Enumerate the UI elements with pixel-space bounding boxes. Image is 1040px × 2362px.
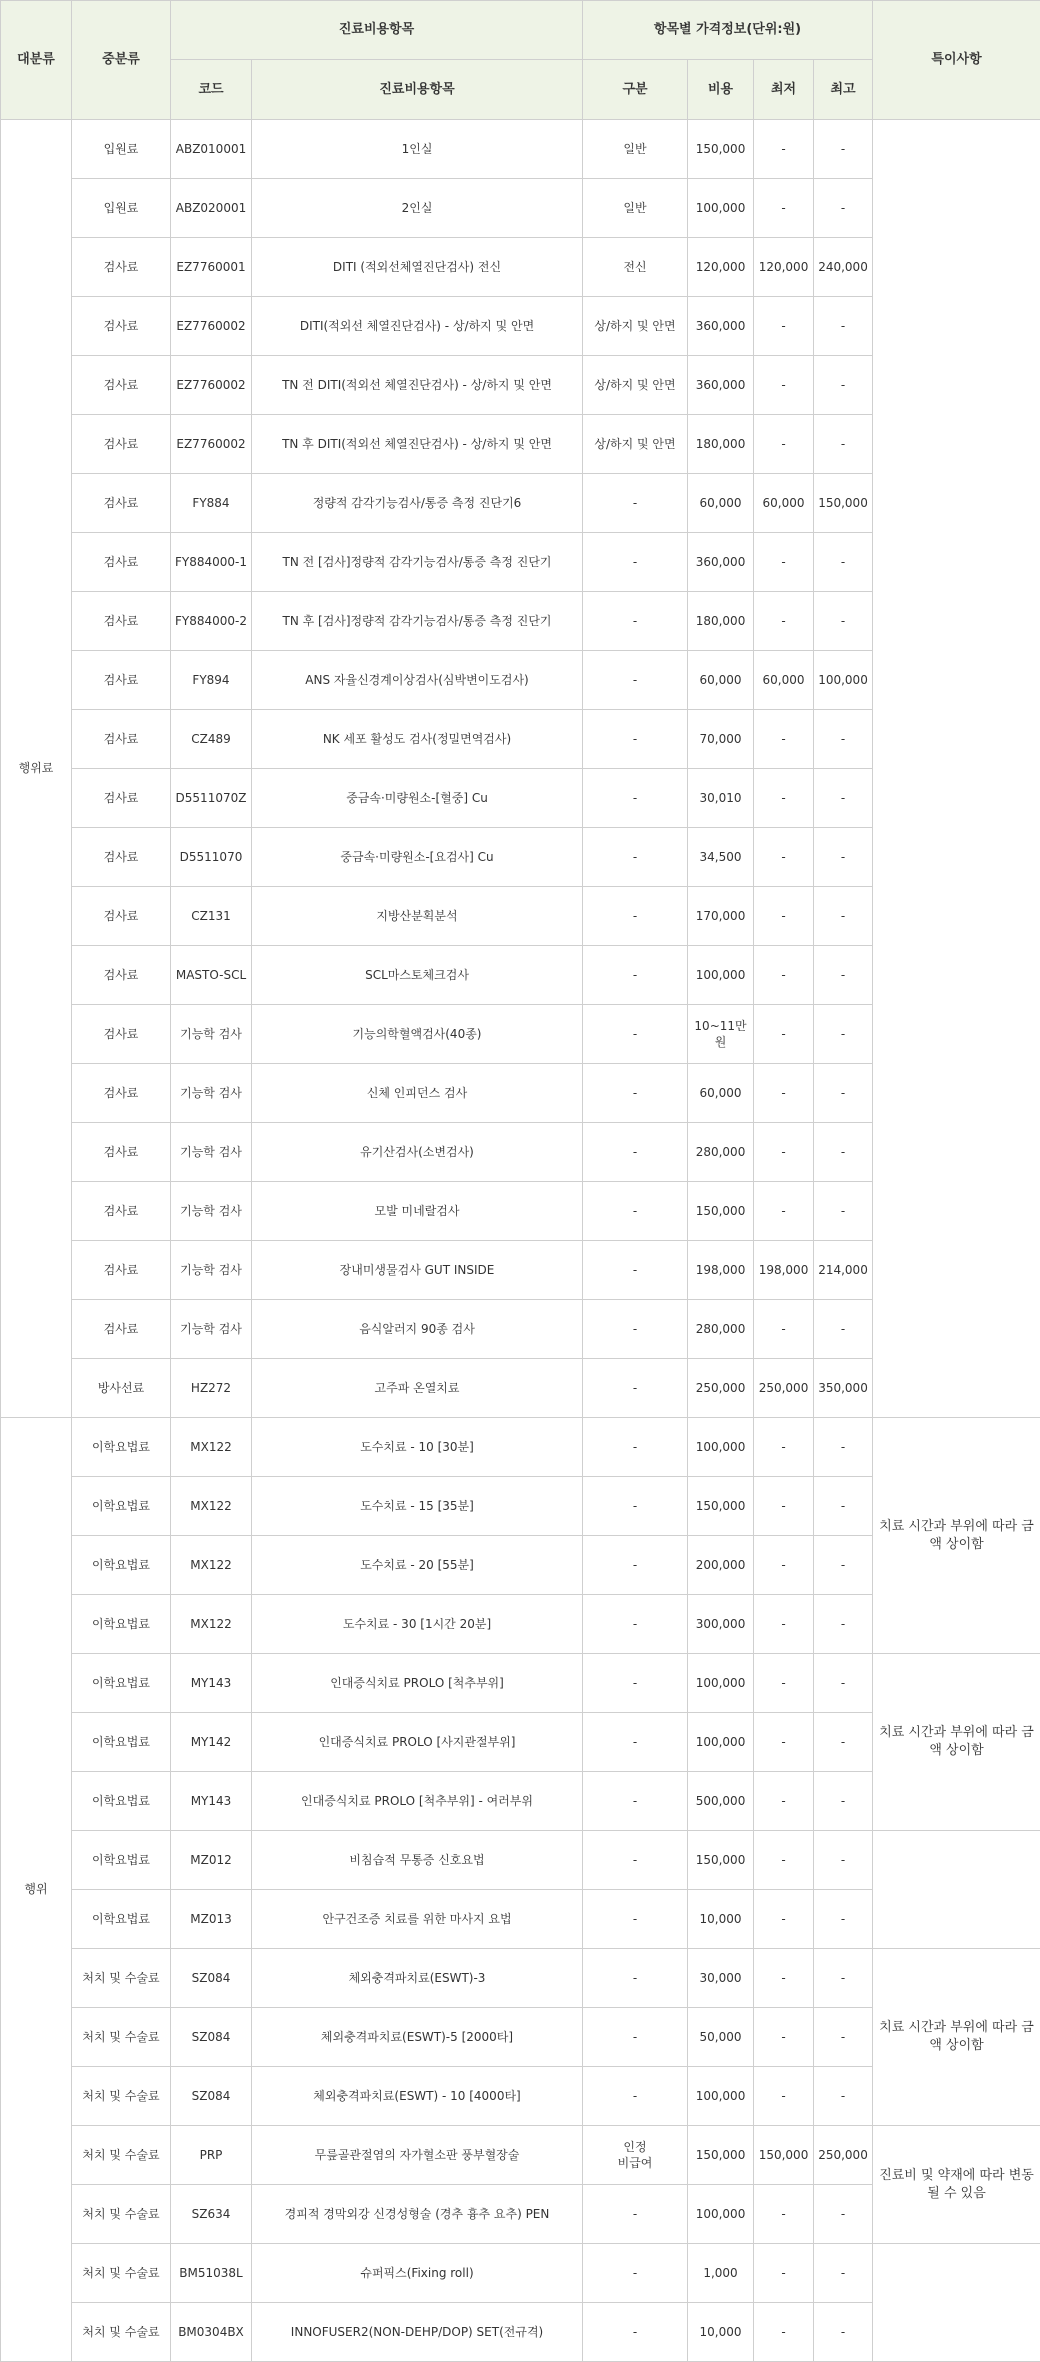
min-cell: - <box>754 533 814 592</box>
fee-item-cell: 비침습적 무통증 신호요법 <box>252 1831 583 1890</box>
cost-cell: 100,000 <box>688 2185 754 2244</box>
middle-category-cell: 검사료 <box>72 1241 171 1300</box>
cost-cell: 60,000 <box>688 474 754 533</box>
category-cell: - <box>583 474 688 533</box>
remarks-note-cell: 치료 시간과 부위에 따라 금액 상이함 <box>873 1418 1040 1654</box>
middle-category-cell: 검사료 <box>72 1300 171 1359</box>
min-cell: - <box>754 2244 814 2303</box>
cost-cell: 10,000 <box>688 1890 754 1949</box>
fee-item-cell: 슈퍼픽스(Fixing roll) <box>252 2244 583 2303</box>
max-cell: - <box>814 2185 873 2244</box>
middle-category-cell: 방사선료 <box>72 1359 171 1418</box>
max-cell: - <box>814 1123 873 1182</box>
code-cell: SZ084 <box>171 2067 252 2126</box>
fee-item-cell: TN 후 DITI(적외선 체열진단검사) - 상/하지 및 안면 <box>252 415 583 474</box>
category-cell: - <box>583 1477 688 1536</box>
code-cell: BM0304BX <box>171 2303 252 2362</box>
cost-cell: 60,000 <box>688 651 754 710</box>
fee-item-cell: 도수치료 - 30 [1시간 20분] <box>252 1595 583 1654</box>
cost-cell: 120,000 <box>688 238 754 297</box>
cost-cell: 60,000 <box>688 1064 754 1123</box>
category-cell: 일반 <box>583 120 688 179</box>
code-cell: ABZ020001 <box>171 179 252 238</box>
cost-cell: 150,000 <box>688 120 754 179</box>
cost-cell: 10~11만원 <box>688 1005 754 1064</box>
max-cell: - <box>814 2067 873 2126</box>
code-cell: MX122 <box>171 1477 252 1536</box>
code-cell: MY142 <box>171 1713 252 1772</box>
min-cell: - <box>754 2303 814 2362</box>
header-remarks: 특이사항 <box>873 1 1040 120</box>
min-cell: - <box>754 1595 814 1654</box>
cost-cell: 300,000 <box>688 1595 754 1654</box>
cost-cell: 100,000 <box>688 1654 754 1713</box>
code-cell: SZ634 <box>171 2185 252 2244</box>
fee-item-cell: 음식알러지 90종 검사 <box>252 1300 583 1359</box>
cost-cell: 100,000 <box>688 179 754 238</box>
max-cell: - <box>814 2008 873 2067</box>
category-cell: 전신 <box>583 238 688 297</box>
category-cell: - <box>583 1713 688 1772</box>
max-cell: - <box>814 1654 873 1713</box>
min-cell: 60,000 <box>754 474 814 533</box>
min-cell: - <box>754 356 814 415</box>
min-cell: - <box>754 1005 814 1064</box>
code-cell: MX122 <box>171 1418 252 1477</box>
cost-cell: 180,000 <box>688 592 754 651</box>
category-cell: 인정 비급여 <box>583 2126 688 2185</box>
cost-cell: 100,000 <box>688 1418 754 1477</box>
code-cell: D5511070 <box>171 828 252 887</box>
min-cell: - <box>754 2008 814 2067</box>
table-row <box>1 1949 1040 2008</box>
min-cell: - <box>754 1536 814 1595</box>
fee-item-cell: ANS 자율신경계이상검사(심박변이도검사) <box>252 651 583 710</box>
max-cell: 214,000 <box>814 1241 873 1300</box>
fee-item-cell: 유기산검사(소변검사) <box>252 1123 583 1182</box>
code-cell: MY143 <box>171 1654 252 1713</box>
code-cell: 기능학 검사 <box>171 1064 252 1123</box>
fee-item-cell: DITI (적외선체열진단검사) 전신 <box>252 238 583 297</box>
max-cell: - <box>814 1477 873 1536</box>
min-cell: - <box>754 592 814 651</box>
min-cell: - <box>754 1182 814 1241</box>
cost-cell: 150,000 <box>688 1182 754 1241</box>
min-cell: - <box>754 1890 814 1949</box>
min-cell: - <box>754 297 814 356</box>
max-cell: - <box>814 1772 873 1831</box>
code-cell: MY143 <box>171 1772 252 1831</box>
middle-category-cell: 검사료 <box>72 710 171 769</box>
max-cell: - <box>814 1536 873 1595</box>
table-row <box>1 2244 1040 2303</box>
cost-cell: 30,000 <box>688 1949 754 2008</box>
category-cell: 일반 <box>583 179 688 238</box>
table-row <box>1 1831 1040 1890</box>
category-cell: - <box>583 651 688 710</box>
fee-item-cell: 경피적 경막외강 신경성형술 (경추 흉추 요추) PEN <box>252 2185 583 2244</box>
middle-category-cell: 검사료 <box>72 356 171 415</box>
max-cell: - <box>814 120 873 179</box>
code-cell: FY884 <box>171 474 252 533</box>
code-cell: D5511070Z <box>171 769 252 828</box>
header-category: 구분 <box>583 60 688 120</box>
category-cell: - <box>583 1831 688 1890</box>
code-cell: 기능학 검사 <box>171 1300 252 1359</box>
fee-item-cell: TN 전 DITI(적외선 체열진단검사) - 상/하지 및 안면 <box>252 356 583 415</box>
middle-category-cell: 처치 및 수술료 <box>72 2244 171 2303</box>
max-cell: 250,000 <box>814 2126 873 2185</box>
cost-cell: 100,000 <box>688 2067 754 2126</box>
middle-category-cell: 검사료 <box>72 474 171 533</box>
cost-cell: 200,000 <box>688 1536 754 1595</box>
category-cell: - <box>583 710 688 769</box>
fee-item-cell: 도수치료 - 20 [55분] <box>252 1536 583 1595</box>
max-cell: - <box>814 1890 873 1949</box>
middle-category-cell: 처치 및 수술료 <box>72 2067 171 2126</box>
category-cell: - <box>583 1772 688 1831</box>
code-cell: 기능학 검사 <box>171 1123 252 1182</box>
code-cell: PRP <box>171 2126 252 2185</box>
cost-cell: 150,000 <box>688 1831 754 1890</box>
fee-item-cell: INNOFUSER2(NON-DEHP/DOP) SET(전규격) <box>252 2303 583 2362</box>
middle-category-cell: 검사료 <box>72 1005 171 1064</box>
code-cell: EZ7760001 <box>171 238 252 297</box>
code-cell: EZ7760002 <box>171 356 252 415</box>
fee-item-cell: 2인실 <box>252 179 583 238</box>
cost-cell: 150,000 <box>688 1477 754 1536</box>
middle-category-cell: 검사료 <box>72 769 171 828</box>
category-cell: - <box>583 533 688 592</box>
middle-category-cell: 검사료 <box>72 946 171 1005</box>
remarks-note-cell: 치료 시간과 부위에 따라 금액 상이함 <box>873 1949 1040 2126</box>
fee-item-cell: 인대증식치료 PROLO [척추부위] - 여러부위 <box>252 1772 583 1831</box>
code-cell: MX122 <box>171 1595 252 1654</box>
max-cell: - <box>814 356 873 415</box>
max-cell: - <box>814 179 873 238</box>
middle-category-cell: 이학요법료 <box>72 1536 171 1595</box>
cost-cell: 280,000 <box>688 1300 754 1359</box>
middle-category-cell: 검사료 <box>72 592 171 651</box>
code-cell: MZ012 <box>171 1831 252 1890</box>
min-cell: 250,000 <box>754 1359 814 1418</box>
fee-item-cell: 장내미생물검사 GUT INSIDE <box>252 1241 583 1300</box>
fee-item-cell: 무릎골관절염의 자가혈소판 풍부혈장술 <box>252 2126 583 2185</box>
min-cell: - <box>754 1949 814 2008</box>
code-cell: MASTO-SCL <box>171 946 252 1005</box>
category-cell: - <box>583 2303 688 2362</box>
cost-cell: 250,000 <box>688 1359 754 1418</box>
middle-category-cell: 이학요법료 <box>72 1713 171 1772</box>
cost-cell: 280,000 <box>688 1123 754 1182</box>
header-cost: 비용 <box>688 60 754 120</box>
fee-item-cell: 인대증식치료 PROLO [척추부위] <box>252 1654 583 1713</box>
fee-item-cell: 중금속·미량원소-[요검사] Cu <box>252 828 583 887</box>
code-cell: 기능학 검사 <box>171 1241 252 1300</box>
category-cell: - <box>583 946 688 1005</box>
remarks-empty-cell <box>873 1831 1040 1949</box>
cost-cell: 500,000 <box>688 1772 754 1831</box>
max-cell: - <box>814 297 873 356</box>
category-cell: - <box>583 2008 688 2067</box>
max-cell: - <box>814 2244 873 2303</box>
category-cell: - <box>583 1595 688 1654</box>
min-cell: - <box>754 710 814 769</box>
max-cell: - <box>814 1064 873 1123</box>
category-cell: - <box>583 1359 688 1418</box>
cost-cell: 360,000 <box>688 356 754 415</box>
middle-category-cell: 처치 및 수술료 <box>72 2008 171 2067</box>
max-cell: 240,000 <box>814 238 873 297</box>
max-cell: - <box>814 1713 873 1772</box>
fee-item-cell: 지방산분획분석 <box>252 887 583 946</box>
fee-item-cell: 정량적 감각기능검사/통증 측정 진단기6 <box>252 474 583 533</box>
code-cell: CZ131 <box>171 887 252 946</box>
code-cell: EZ7760002 <box>171 297 252 356</box>
code-cell: 기능학 검사 <box>171 1182 252 1241</box>
min-cell: 120,000 <box>754 238 814 297</box>
middle-category-cell: 검사료 <box>72 651 171 710</box>
header-code: 코드 <box>171 60 252 120</box>
middle-category-cell: 검사료 <box>72 297 171 356</box>
category-cell: - <box>583 1064 688 1123</box>
middle-category-cell: 검사료 <box>72 238 171 297</box>
middle-category-cell: 처치 및 수술료 <box>72 1949 171 2008</box>
category-cell: 상/하지 및 안면 <box>583 297 688 356</box>
fee-item-cell: TN 전 [검사]정량적 감각기능검사/통증 측정 진단기 <box>252 533 583 592</box>
min-cell: - <box>754 1713 814 1772</box>
min-cell: - <box>754 828 814 887</box>
cost-cell: 34,500 <box>688 828 754 887</box>
category-cell: - <box>583 828 688 887</box>
cost-cell: 1,000 <box>688 2244 754 2303</box>
max-cell: - <box>814 2303 873 2362</box>
category-cell: - <box>583 1005 688 1064</box>
fee-item-cell: 체외충격파치료(ESWT)-3 <box>252 1949 583 2008</box>
table-row <box>1 2126 1040 2185</box>
min-cell: - <box>754 1064 814 1123</box>
fee-item-cell: 모발 미네랄검사 <box>252 1182 583 1241</box>
remarks-note-cell: 치료 시간과 부위에 따라 금액 상이함 <box>873 1654 1040 1831</box>
middle-category-cell: 검사료 <box>72 828 171 887</box>
max-cell: - <box>814 1300 873 1359</box>
fee-item-cell: 체외충격파치료(ESWT)-5 [2000타] <box>252 2008 583 2067</box>
fee-item-cell: DITI(적외선 체열진단검사) - 상/하지 및 안면 <box>252 297 583 356</box>
table-row <box>1 1654 1040 1713</box>
cost-cell: 180,000 <box>688 415 754 474</box>
group-label-cell: 행위 <box>1 1418 72 2362</box>
category-cell: - <box>583 1123 688 1182</box>
category-cell: - <box>583 592 688 651</box>
cost-cell: 170,000 <box>688 887 754 946</box>
min-cell: 60,000 <box>754 651 814 710</box>
code-cell: SZ084 <box>171 2008 252 2067</box>
table-row <box>1 1418 1040 1477</box>
table-row <box>1 120 1040 179</box>
code-cell: FY884000-2 <box>171 592 252 651</box>
fee-item-cell: 도수치료 - 15 [35분] <box>252 1477 583 1536</box>
middle-category-cell: 이학요법료 <box>72 1595 171 1654</box>
middle-category-cell: 입원료 <box>72 120 171 179</box>
fee-item-cell: 안구건조증 치료를 위한 마사지 요법 <box>252 1890 583 1949</box>
middle-category-cell: 이학요법료 <box>72 1831 171 1890</box>
fee-item-cell: 중금속·미량원소-[혈중] Cu <box>252 769 583 828</box>
max-cell: - <box>814 533 873 592</box>
min-cell: 150,000 <box>754 2126 814 2185</box>
fee-item-cell: 인대증식치료 PROLO [사지관절부위] <box>252 1713 583 1772</box>
cost-cell: 360,000 <box>688 297 754 356</box>
middle-category-cell: 이학요법료 <box>72 1477 171 1536</box>
cost-cell: 100,000 <box>688 946 754 1005</box>
min-cell: - <box>754 1772 814 1831</box>
middle-category-cell: 처치 및 수술료 <box>72 2126 171 2185</box>
header-min: 최저 <box>754 60 814 120</box>
min-cell: - <box>754 2185 814 2244</box>
category-cell: - <box>583 1536 688 1595</box>
header-fee-item: 진료비용항목 <box>252 60 583 120</box>
category-cell: - <box>583 1241 688 1300</box>
group-label-cell: 행위료 <box>1 120 72 1418</box>
max-cell: - <box>814 592 873 651</box>
cost-cell: 10,000 <box>688 2303 754 2362</box>
max-cell: - <box>814 1831 873 1890</box>
min-cell: - <box>754 179 814 238</box>
max-cell: - <box>814 887 873 946</box>
min-cell: - <box>754 887 814 946</box>
category-cell: - <box>583 769 688 828</box>
cost-cell: 30,010 <box>688 769 754 828</box>
category-cell: - <box>583 887 688 946</box>
category-cell: - <box>583 2185 688 2244</box>
max-cell: - <box>814 769 873 828</box>
middle-category-cell: 검사료 <box>72 415 171 474</box>
min-cell: - <box>754 769 814 828</box>
middle-category-cell: 검사료 <box>72 887 171 946</box>
category-cell: - <box>583 2244 688 2303</box>
code-cell: SZ084 <box>171 1949 252 2008</box>
cost-cell: 360,000 <box>688 533 754 592</box>
fee-item-cell: 신체 인피던스 검사 <box>252 1064 583 1123</box>
header-fee-item-group: 진료비용항목 <box>171 1 583 60</box>
remarks-empty-cell <box>873 120 1040 1418</box>
fee-item-cell: 체외충격파치료(ESWT) - 10 [4000타] <box>252 2067 583 2126</box>
min-cell: - <box>754 2067 814 2126</box>
category-cell: - <box>583 1890 688 1949</box>
code-cell: EZ7760002 <box>171 415 252 474</box>
max-cell: - <box>814 1418 873 1477</box>
category-cell: - <box>583 1949 688 2008</box>
middle-category-cell: 이학요법료 <box>72 1772 171 1831</box>
min-cell: - <box>754 946 814 1005</box>
max-cell: 150,000 <box>814 474 873 533</box>
cost-cell: 150,000 <box>688 2126 754 2185</box>
cost-cell: 100,000 <box>688 1713 754 1772</box>
middle-category-cell: 이학요법료 <box>72 1418 171 1477</box>
max-cell: - <box>814 415 873 474</box>
max-cell: - <box>814 710 873 769</box>
header-price-info: 항목별 가격정보(단위:원) <box>583 1 873 60</box>
middle-category-cell: 이학요법료 <box>72 1654 171 1713</box>
max-cell: - <box>814 828 873 887</box>
middle-category-cell: 검사료 <box>72 1123 171 1182</box>
remarks-empty-cell <box>873 2244 1040 2362</box>
cost-cell: 198,000 <box>688 1241 754 1300</box>
max-cell: - <box>814 1949 873 2008</box>
min-cell: 198,000 <box>754 1241 814 1300</box>
min-cell: - <box>754 415 814 474</box>
max-cell: - <box>814 946 873 1005</box>
header-max: 최고 <box>814 60 873 120</box>
code-cell: 기능학 검사 <box>171 1005 252 1064</box>
table-body <box>1 120 1040 2362</box>
code-cell: MX122 <box>171 1536 252 1595</box>
middle-category-cell: 검사료 <box>72 1182 171 1241</box>
min-cell: - <box>754 120 814 179</box>
middle-category-cell: 처치 및 수술료 <box>72 2303 171 2362</box>
category-cell: - <box>583 1418 688 1477</box>
fee-item-cell: NK 세포 활성도 검사(정밀면역검사) <box>252 710 583 769</box>
middle-category-cell: 검사료 <box>72 533 171 592</box>
category-cell: - <box>583 1182 688 1241</box>
code-cell: HZ272 <box>171 1359 252 1418</box>
code-cell: MZ013 <box>171 1890 252 1949</box>
min-cell: - <box>754 1477 814 1536</box>
code-cell: BM51038L <box>171 2244 252 2303</box>
fee-item-cell: 도수치료 - 10 [30분] <box>252 1418 583 1477</box>
fee-item-cell: 1인실 <box>252 120 583 179</box>
cost-cell: 50,000 <box>688 2008 754 2067</box>
middle-category-cell: 검사료 <box>72 1064 171 1123</box>
max-cell: 100,000 <box>814 651 873 710</box>
category-cell: - <box>583 1300 688 1359</box>
min-cell: - <box>754 1418 814 1477</box>
middle-category-cell: 입원료 <box>72 179 171 238</box>
fee-item-cell: TN 후 [검사]정량적 감각기능검사/통증 측정 진단기 <box>252 592 583 651</box>
middle-category-cell: 이학요법료 <box>72 1890 171 1949</box>
category-cell: 상/하지 및 안면 <box>583 415 688 474</box>
fee-item-cell: 기능의학혈액검사(40종) <box>252 1005 583 1064</box>
header-middle: 중분류 <box>72 1 171 120</box>
middle-category-cell: 처치 및 수술료 <box>72 2185 171 2244</box>
min-cell: - <box>754 1654 814 1713</box>
max-cell: - <box>814 1595 873 1654</box>
category-cell: - <box>583 2067 688 2126</box>
category-cell: 상/하지 및 안면 <box>583 356 688 415</box>
min-cell: - <box>754 1300 814 1359</box>
code-cell: CZ489 <box>171 710 252 769</box>
min-cell: - <box>754 1123 814 1182</box>
code-cell: ABZ010001 <box>171 120 252 179</box>
code-cell: FY884000-1 <box>171 533 252 592</box>
remarks-note-cell: 진료비 및 약재에 따라 변동될 수 있음 <box>873 2126 1040 2244</box>
code-cell: FY894 <box>171 651 252 710</box>
min-cell: - <box>754 1831 814 1890</box>
category-cell: - <box>583 1654 688 1713</box>
max-cell: - <box>814 1182 873 1241</box>
max-cell: 350,000 <box>814 1359 873 1418</box>
max-cell: - <box>814 1005 873 1064</box>
fee-item-cell: SCL마스토체크검사 <box>252 946 583 1005</box>
cost-cell: 70,000 <box>688 710 754 769</box>
header-major: 대분류 <box>1 1 72 120</box>
fee-item-cell: 고주파 온열치료 <box>252 1359 583 1418</box>
